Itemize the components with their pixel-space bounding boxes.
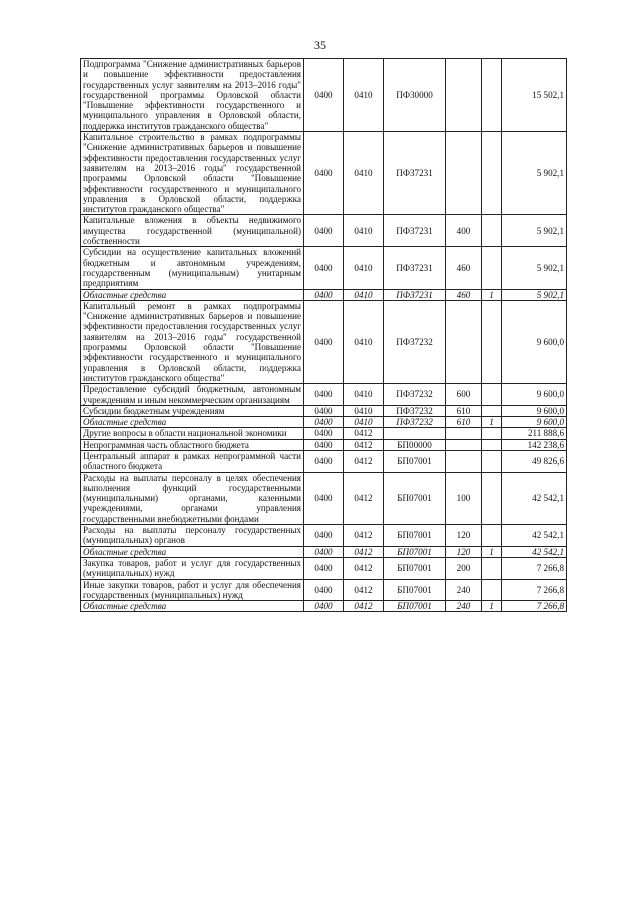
amount: 5 902,1 xyxy=(502,247,567,289)
expense-type-code: 460 xyxy=(446,247,482,289)
funding-source-code xyxy=(482,59,502,132)
target-article-code: ПФ37231 xyxy=(384,247,446,289)
amount: 142 238,6 xyxy=(502,439,567,450)
target-article-code xyxy=(384,428,446,439)
table-row-regional-funds xyxy=(81,289,567,300)
section-code: 0400 xyxy=(304,601,344,612)
section-code: 0400 xyxy=(304,525,344,547)
row-description: Капитальный ремонт в рамках подпрограммы "Снижение административных барьеров и повышение эффективности предоставления государственных услуг заявителям на 2013–2016 годы" государственной программы Орловской области "Повышение эффективности государственного и муниципального управления в Орловской области, поддержка институтов гражданского общества" xyxy=(81,300,304,383)
funding-source-code xyxy=(482,439,502,450)
amount: 42 542,1 xyxy=(502,472,567,524)
table-row xyxy=(81,428,567,439)
funding-source-code xyxy=(482,300,502,383)
subsection-code: 0410 xyxy=(344,132,384,215)
subsection-code: 0410 xyxy=(344,300,384,383)
target-article-code: ПФ37232 xyxy=(384,417,446,428)
section-code: 0400 xyxy=(304,439,344,450)
page-number: 35 xyxy=(314,38,326,52)
funding-source-code: 1 xyxy=(482,546,502,557)
target-article-code: БП07001 xyxy=(384,601,446,612)
budget-table-body xyxy=(81,59,567,612)
subsection-code: 0412 xyxy=(344,439,384,450)
section-code: 0400 xyxy=(304,557,344,579)
table-row xyxy=(81,59,567,132)
subsection-code: 0412 xyxy=(344,472,384,524)
section-code: 0400 xyxy=(304,132,344,215)
subsection-code: 0410 xyxy=(344,59,384,132)
funding-source-code xyxy=(482,579,502,601)
section-code: 0400 xyxy=(304,450,344,472)
table-row xyxy=(81,132,567,215)
expense-type-code: 100 xyxy=(446,472,482,524)
subsection-code: 0412 xyxy=(344,546,384,557)
row-description: Субсидии на осуществление капитальных вложений бюджетным и автономным учреждениям, государственным (муниципальным) унитарным предприятиям xyxy=(81,247,304,289)
amount: 9 600,0 xyxy=(502,384,567,406)
amount: 7 266,8 xyxy=(502,601,567,612)
funding-source-code xyxy=(482,384,502,406)
subsection-code: 0412 xyxy=(344,428,384,439)
row-description: Центральный аппарат в рамках непрограммной части областного бюджета xyxy=(81,450,304,472)
target-article-code: БП07001 xyxy=(384,450,446,472)
subsection-code: 0410 xyxy=(344,384,384,406)
expense-type-code: 200 xyxy=(446,557,482,579)
table-row xyxy=(81,579,567,601)
expense-type-code: 460 xyxy=(446,289,482,300)
row-description: Субсидии бюджетным учреждениям xyxy=(81,405,304,416)
section-code: 0400 xyxy=(304,215,344,247)
subsection-code: 0410 xyxy=(344,417,384,428)
amount: 5 902,1 xyxy=(502,215,567,247)
funding-source-code xyxy=(482,525,502,547)
section-code: 0400 xyxy=(304,289,344,300)
table-row xyxy=(81,215,567,247)
row-description: Непрограммная часть областного бюджета xyxy=(81,439,304,450)
section-code: 0400 xyxy=(304,428,344,439)
amount: 15 502,1 xyxy=(502,59,567,132)
expense-type-code: 600 xyxy=(446,384,482,406)
row-description: Областные средства xyxy=(81,601,304,612)
expense-type-code: 240 xyxy=(446,579,482,601)
row-description: Областные средства xyxy=(81,546,304,557)
section-code: 0400 xyxy=(304,472,344,524)
subsection-code: 0410 xyxy=(344,215,384,247)
table-row xyxy=(81,525,567,547)
amount: 211 888,6 xyxy=(502,428,567,439)
expense-type-code xyxy=(446,59,482,132)
row-description: Иные закупки товаров, работ и услуг для обеспечения государственных (муниципальных) нужд xyxy=(81,579,304,601)
expense-type-code xyxy=(446,428,482,439)
row-description: Капитальные вложения в объекты недвижимого имущества государственной (муниципальной) собственности xyxy=(81,215,304,247)
table-row xyxy=(81,450,567,472)
row-description: Предоставление субсидий бюджетным, автономным учреждениям и иным некоммерческим организациям xyxy=(81,384,304,406)
funding-source-code xyxy=(482,247,502,289)
target-article-code: БП07001 xyxy=(384,546,446,557)
expense-type-code xyxy=(446,450,482,472)
subsection-code: 0412 xyxy=(344,601,384,612)
funding-source-code: 1 xyxy=(482,601,502,612)
expense-type-code: 240 xyxy=(446,601,482,612)
funding-source-code xyxy=(482,405,502,416)
section-code: 0400 xyxy=(304,247,344,289)
target-article-code: ПФ37232 xyxy=(384,300,446,383)
row-description: Капитальное строительство в рамках подпрограммы "Снижение административных барьеров и повышение эффективности предоставления государственных услуг заявителям на 2013–2016 годы" государственной программы Орловской области "Повышение эффективности государственного и муниципального управления в Орловской области, поддержка институтов гражданского общества" xyxy=(81,132,304,215)
subsection-code: 0410 xyxy=(344,289,384,300)
funding-source-code xyxy=(482,215,502,247)
target-article-code: ПФ37232 xyxy=(384,384,446,406)
funding-source-code xyxy=(482,450,502,472)
target-article-code: БП07001 xyxy=(384,557,446,579)
target-article-code: БП00000 xyxy=(384,439,446,450)
section-code: 0400 xyxy=(304,405,344,416)
table-row-regional-funds xyxy=(81,546,567,557)
table-row xyxy=(81,384,567,406)
expense-type-code xyxy=(446,439,482,450)
row-description: Областные средства xyxy=(81,417,304,428)
table-row xyxy=(81,300,567,383)
table-row-regional-funds xyxy=(81,601,567,612)
amount: 5 902,1 xyxy=(502,289,567,300)
section-code: 0400 xyxy=(304,384,344,406)
target-article-code: БП07001 xyxy=(384,579,446,601)
amount: 49 826,6 xyxy=(502,450,567,472)
target-article-code: БП07001 xyxy=(384,525,446,547)
row-description: Закупка товаров, работ и услуг для государственных (муниципальных) нужд xyxy=(81,557,304,579)
funding-source-code: 1 xyxy=(482,417,502,428)
subsection-code: 0412 xyxy=(344,525,384,547)
target-article-code: ПФ37231 xyxy=(384,289,446,300)
amount: 9 600,0 xyxy=(502,300,567,383)
subsection-code: 0412 xyxy=(344,557,384,579)
funding-source-code xyxy=(482,132,502,215)
table-row-regional-funds xyxy=(81,417,567,428)
subsection-code: 0412 xyxy=(344,579,384,601)
section-code: 0400 xyxy=(304,579,344,601)
amount: 9 600,0 xyxy=(502,405,567,416)
section-code: 0400 xyxy=(304,417,344,428)
subsection-code: 0410 xyxy=(344,247,384,289)
row-description: Расходы на выплаты персоналу в целях обеспечения выполнения функций государственными (муниципальными) органами, казенными учреждениями, органами управления государственными внебюджетными фондами xyxy=(81,472,304,524)
row-description: Расходы на выплаты персоналу государственных (муниципальных) органов xyxy=(81,525,304,547)
row-description: Областные средства xyxy=(81,289,304,300)
amount: 9 600,0 xyxy=(502,417,567,428)
expense-type-code xyxy=(446,132,482,215)
funding-source-code xyxy=(482,472,502,524)
expense-type-code: 120 xyxy=(446,525,482,547)
target-article-code: БП07001 xyxy=(384,472,446,524)
section-code: 0400 xyxy=(304,546,344,557)
expense-type-code: 610 xyxy=(446,417,482,428)
table-row xyxy=(81,472,567,524)
funding-source-code xyxy=(482,428,502,439)
amount: 42 542,1 xyxy=(502,525,567,547)
section-code: 0400 xyxy=(304,300,344,383)
amount: 7 266,8 xyxy=(502,579,567,601)
amount: 7 266,8 xyxy=(502,557,567,579)
amount: 42 542,1 xyxy=(502,546,567,557)
target-article-code: ПФ30000 xyxy=(384,59,446,132)
section-code: 0400 xyxy=(304,59,344,132)
funding-source-code xyxy=(482,557,502,579)
budget-table xyxy=(80,58,567,612)
funding-source-code: 1 xyxy=(482,289,502,300)
target-article-code: ПФ37231 xyxy=(384,215,446,247)
amount: 5 902,1 xyxy=(502,132,567,215)
table-row xyxy=(81,557,567,579)
table-row xyxy=(81,439,567,450)
target-article-code: ПФ37232 xyxy=(384,405,446,416)
table-row xyxy=(81,405,567,416)
row-description: Другие вопросы в области национальной экономики xyxy=(81,428,304,439)
target-article-code: ПФ37231 xyxy=(384,132,446,215)
expense-type-code: 610 xyxy=(446,405,482,416)
table-row xyxy=(81,247,567,289)
expense-type-code: 120 xyxy=(446,546,482,557)
expense-type-code: 400 xyxy=(446,215,482,247)
row-description: Подпрограмма "Снижение административных барьеров и повышение эффективности предоставления государственных услуг заявителям на 2013–2016 годы" государственной программы Орловской области "Повышение эффективности государственного и муниципального управления в Орловской области, поддержка институтов гражданского общества" xyxy=(81,59,304,132)
subsection-code: 0412 xyxy=(344,450,384,472)
expense-type-code xyxy=(446,300,482,383)
subsection-code: 0410 xyxy=(344,405,384,416)
